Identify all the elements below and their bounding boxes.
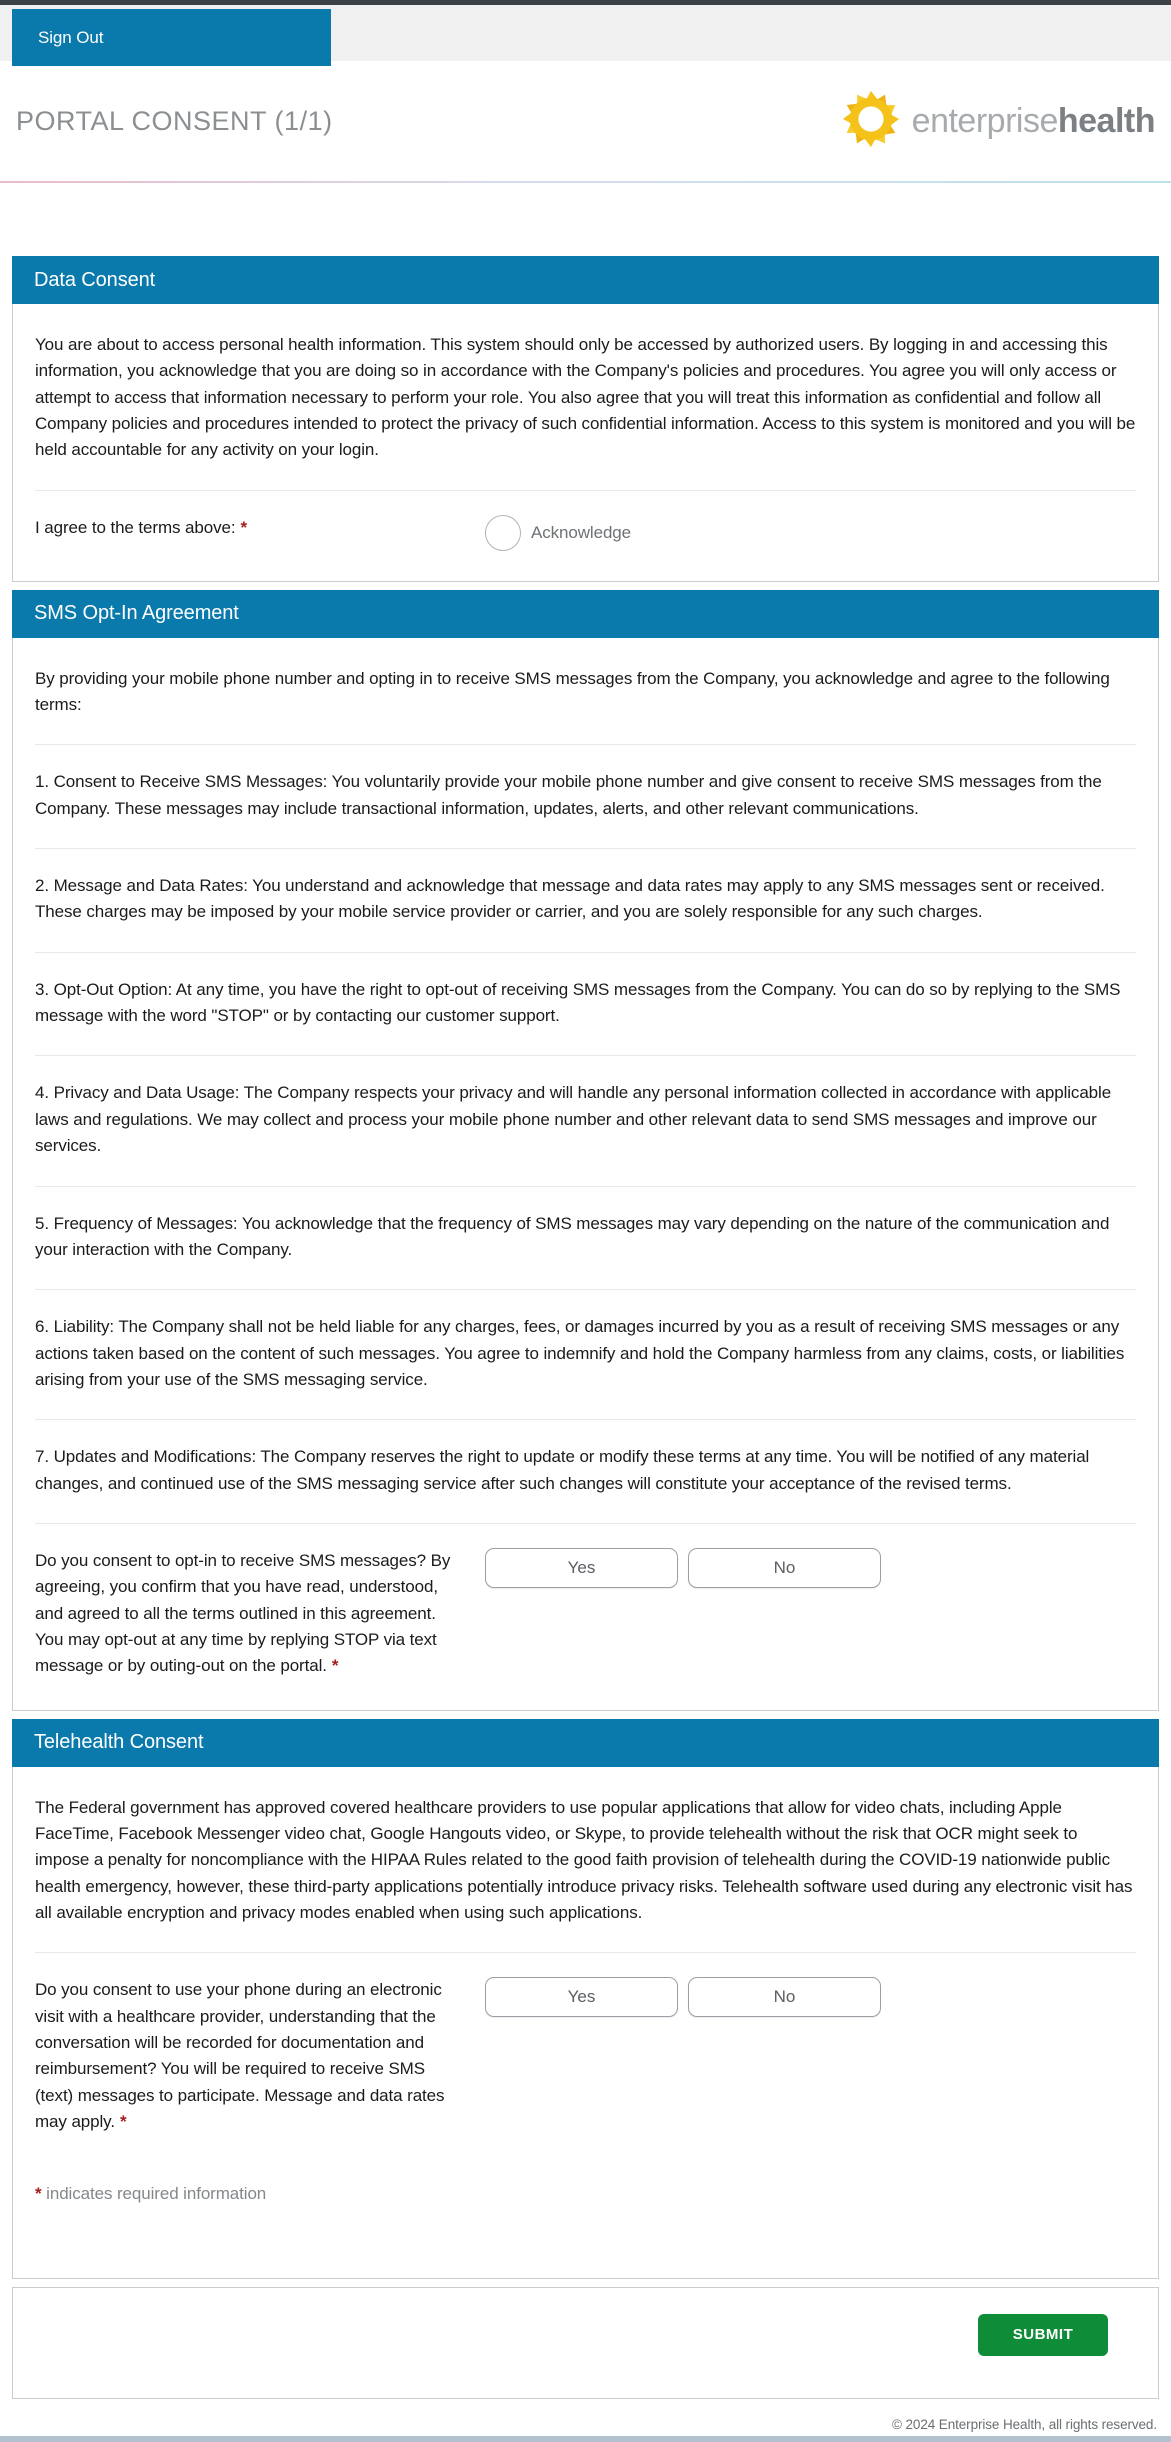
section-title-data-consent: Data Consent: [12, 256, 1159, 304]
agree-terms-label: I agree to the terms above:: [35, 517, 236, 537]
submit-button[interactable]: SUBMIT: [978, 2314, 1108, 2356]
acknowledge-radio[interactable]: [485, 515, 521, 551]
data-consent-question-row: [35, 490, 1136, 551]
required-asterisk: *: [119, 2112, 127, 2132]
required-info-note: [35, 2181, 1136, 2207]
sunflower-logo-icon: [840, 88, 902, 155]
acknowledge-radio-label[interactable]: Acknowledge: [531, 522, 632, 542]
data-consent-paragraph: You are about to access personal health information. This system should only be accessed by authorized users. By logging in and accessing this information, you acknowledge that you are doing so in accordance with the Company's policies and procedures. You agree you will only access or attempt to access that information necessary to perform your role. You also agree that you will treat this information as confidential and follow all Company policies and procedures intended to protect the privacy of such confidential information. Access to this system is monitored and you will be held accountable for any activity on your login.: [35, 335, 1136, 460]
copyright-footer: © 2024 Enterprise Health, all rights reserved.: [892, 2416, 1157, 2432]
page-title: PORTAL CONSENT (1/1): [16, 105, 333, 136]
brand-name: [912, 102, 1155, 141]
section-data-consent: [12, 256, 1159, 582]
sign-out-button[interactable]: Sign Out: [12, 9, 331, 66]
telehealth-consent-buttons: [485, 1977, 1136, 2017]
sms-consent-label: Do you consent to opt-in to receive SMS messages? By agreeing, you confirm that you have read, understood, and agreed to all the terms outlined in this agreement. You may opt-out at any time by replying STOP via text message or by outing-out on the portal.: [35, 1550, 451, 1676]
section-body-data-consent: [12, 304, 1159, 582]
telehealth-consent-label: Do you consent to use your phone during an electronic visit with a healthcare provider, understanding that the conversation will be recorded for documentation and reimbursement? You will be required to receive SMS (text) messages to participate. Message and data rates may apply.: [35, 1980, 445, 2132]
sms-term-6: 6. Liability: The Company shall not be held liable for any charges, fees, or damages incurred by you as a result of receiving SMS messages or any actions taken based on the content of such messages. You agree to indemnify and hold the Company harmless from any claims, costs, or liabilities arising from your use of the SMS messaging service.: [35, 1289, 1136, 1393]
sms-consent-no-button[interactable]: No: [688, 1548, 881, 1588]
sms-consent-yes-button[interactable]: Yes: [485, 1548, 678, 1588]
acknowledge-control: [485, 515, 1136, 551]
section-body-telehealth: [12, 1767, 1159, 2279]
consent-form: [0, 183, 1171, 2399]
sms-term-5: 5. Frequency of Messages: You acknowledge that the frequency of SMS messages may vary depending on the nature of the communication and your interaction with the Company.: [35, 1186, 1136, 1264]
required-asterisk: *: [240, 517, 248, 537]
bottom-bar: [0, 2436, 1171, 2442]
top-nav-bar: [0, 0, 1171, 61]
required-asterisk: *: [35, 2184, 42, 2204]
telehealth-question-label: [35, 1977, 485, 2135]
data-consent-question-label: [35, 515, 485, 541]
telehealth-paragraph: The Federal government has approved covered healthcare providers to use popular applications that allow for video chats, including Apple FaceTime, Facebook Messenger video chat, Google Hangouts video, or Skype, to provide telehealth without the risk that OCR might seek to impose a penalty for noncompliance with the HIPAA Rules related to the good faith provision of telehealth during the COVID-19 nationwide public health emergency, however, these third-party applications potentially introduce privacy risks. Telehealth software used during any electronic visit has all available encryption and privacy modes enabled when using such applications.: [35, 1797, 1133, 1922]
sms-consent-buttons: [485, 1548, 1136, 1588]
sms-consent-question-row: [35, 1523, 1136, 1680]
required-info-note-text: indicates required information: [46, 2184, 267, 2204]
sms-term-3: 3. Opt-Out Option: At any time, you have the right to opt-out of receiving SMS messages from the Company. You can do so by replying to the SMS message with the word "STOP" or by contacting our customer support.: [35, 952, 1136, 1030]
section-title-telehealth: Telehealth Consent: [12, 1719, 1159, 1767]
brand-name-enterprise: enterprise: [911, 101, 1058, 140]
section-telehealth: [12, 1719, 1159, 2279]
submit-card: [12, 2287, 1159, 2399]
section-sms-opt-in: [12, 590, 1159, 1711]
section-body-sms-opt-in: [12, 638, 1159, 1711]
sms-term-4: 4. Privacy and Data Usage: The Company respects your privacy and will handle any personal information collected in accordance with applicable laws and regulations. We may collect and process your mobile phone number and other relevant data to send SMS messages and improve our services.: [35, 1055, 1136, 1159]
telehealth-question-row: [35, 1952, 1136, 2135]
brand-logo: [840, 88, 1155, 155]
sms-intro-paragraph: By providing your mobile phone number and opting in to receive SMS messages from the Company, you acknowledge and agree to the following terms:: [35, 668, 1110, 715]
telehealth-no-button[interactable]: No: [688, 1977, 881, 2017]
page-header: [0, 61, 1171, 181]
sms-term-7: 7. Updates and Modifications: The Company reserves the right to update or modify these terms at any time. You will be notified of any material changes, and continued use of the SMS messaging service after such changes will constitute your acceptance of the revised terms.: [35, 1419, 1136, 1497]
sms-term-2: 2. Message and Data Rates: You understand and acknowledge that message and data rates may apply to any SMS messages sent or received. These charges may be imposed by your mobile service provider or carrier, and you are solely responsible for any such charges.: [35, 848, 1136, 926]
section-title-sms-opt-in: SMS Opt-In Agreement: [12, 590, 1159, 638]
sms-consent-question-label: [35, 1548, 485, 1680]
required-asterisk: *: [331, 1656, 339, 1676]
telehealth-yes-button[interactable]: Yes: [485, 1977, 678, 2017]
brand-name-health: health: [1057, 101, 1155, 140]
sms-term-1: 1. Consent to Receive SMS Messages: You voluntarily provide your mobile phone number and give consent to receive SMS messages from the Company. These messages may include transactional information, updates, alerts, and other relevant communications.: [35, 744, 1136, 822]
